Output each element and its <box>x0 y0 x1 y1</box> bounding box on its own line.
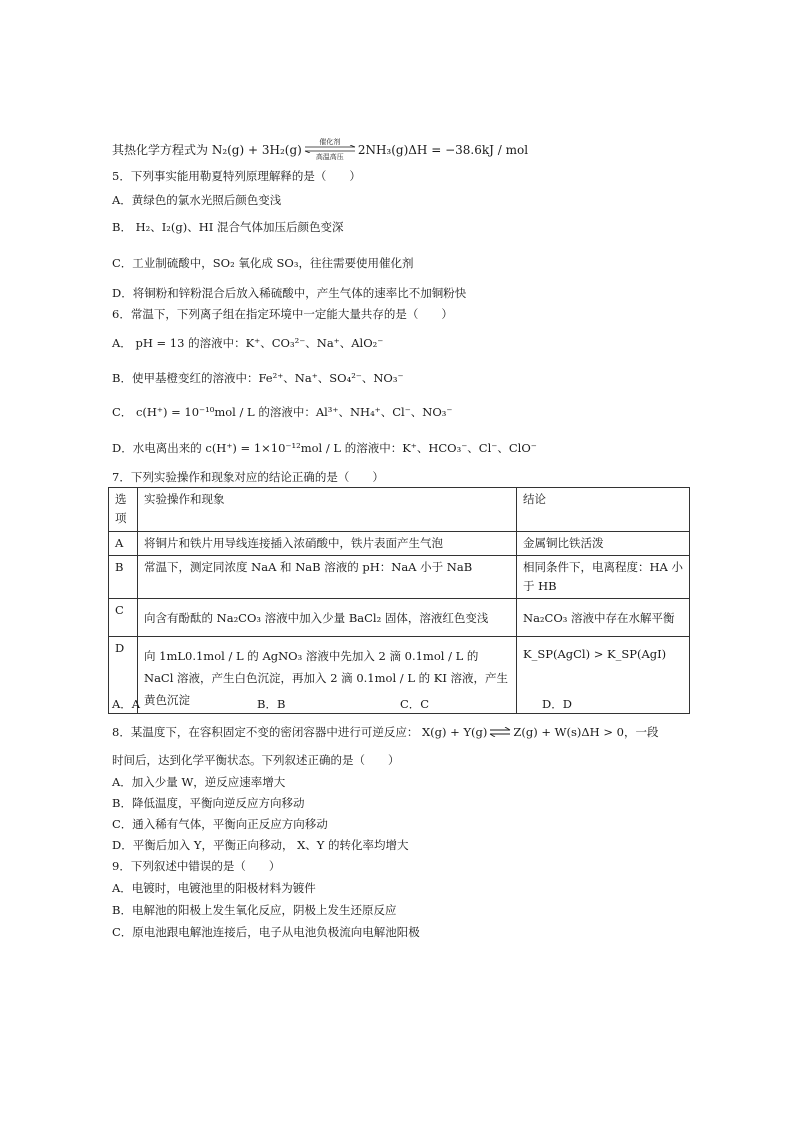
row-option: B <box>109 556 138 599</box>
equation-prefix: 其热化学方程式为 N₂(g) + 3H₂(g) <box>112 143 302 157</box>
row-option: D <box>109 637 138 714</box>
q9-option-b: B．电解池的阳极上发生氧化反应，阴极上发生还原反应 <box>112 903 397 917</box>
q5-option-d: D．将铜粉和锌粉混合后放入稀硫酸中，产生气体的速率比不加铜粉快 <box>112 286 467 300</box>
q7-choice-c: C．C <box>400 697 430 711</box>
equation-suffix: 2NH₃(g)ΔH = −38.6kJ / mol <box>357 143 529 157</box>
q8-stem-part2: Z(g) + W(s)ΔH > 0，一段 <box>513 725 659 739</box>
condition-label: 高温高压 <box>315 153 344 161</box>
row-conclusion: Na₂CO₃ 溶液中存在水解平衡 <box>517 599 690 637</box>
row-conclusion: K_SP(AgCl) > K_SP(AgI) <box>517 637 690 714</box>
q6-option-d: D．水电离出来的 c(H⁺) = 1×10⁻¹²mol / L 的溶液中：K⁺、HCO₃⁻、Cl⁻、ClO⁻ <box>112 441 537 455</box>
q8-stem-part1: 8．某温度下，在容积固定不变的密闭容器中进行可逆反应： X(g) + Y(g) <box>112 725 488 739</box>
row-option: C <box>109 599 138 637</box>
table-row <box>109 599 690 637</box>
table-row <box>109 556 690 599</box>
q6-option-b: B．使甲基橙变红的溶液中：Fe²⁺、Na⁺、SO₄²⁻、NO₃⁻ <box>112 371 404 385</box>
row-operation: 向含有酚酞的 Na₂CO₃ 溶液中加入少量 BaCl₂ 固体，溶液红色变浅 <box>138 599 517 637</box>
q8-option-d: D．平衡后加入 Y，平衡正向移动， X、Y 的转化率均增大 <box>112 838 409 852</box>
row-conclusion: 金属铜比铁活泼 <box>517 532 690 556</box>
q9-option-c: C．原电池跟电解池连接后，电子从电池负极流向电解池阳极 <box>112 925 420 939</box>
header-operation: 实验操作和现象 <box>138 488 517 532</box>
equilibrium-arrow-icon <box>489 727 511 737</box>
q8-option-c: C．通入稀有气体，平衡向正反应方向移动 <box>112 817 328 831</box>
q9-option-a: A．电镀时，电镀池里的阳极材料为镀件 <box>112 881 316 895</box>
experiment-table <box>108 487 690 714</box>
thermo-equation <box>112 138 529 161</box>
q5-option-c: C．工业制硫酸中，SO₂ 氧化成 SO₃，往往需要使用催化剂 <box>112 256 414 270</box>
table-header-row <box>109 488 690 532</box>
header-option: 选项 <box>109 488 138 532</box>
row-option: A <box>109 532 138 556</box>
row-conclusion: 相同条件下，电离程度：HA 小于 HB <box>517 556 690 599</box>
row-operation: 向 1mL0.1mol / L 的 AgNO₃ 溶液中先加入 2 滴 0.1mol / L 的 NaCl 溶液，产生白色沉淀，再加入 2 滴 0.1mol / L 的 KI 溶液，产生黄色沉淀 <box>138 637 517 714</box>
header-conclusion: 结论 <box>517 488 690 532</box>
q7-stem: 7．下列实验操作和现象对应的结论正确的是（ ） <box>112 470 384 484</box>
q6-option-c: C． c(H⁺) = 10⁻¹⁰mol / L 的溶液中：Al³⁺、NH₄⁺、Cl⁻、NO₃⁻ <box>112 405 453 419</box>
q5-option-a: A．黄绿色的氯水光照后颜色变浅 <box>112 193 282 207</box>
q7-choice-d: D．D <box>542 697 572 711</box>
q8-option-a: A．加入少量 W，逆反应速率增大 <box>112 775 286 789</box>
table-row <box>109 637 690 714</box>
catalyst-label: 催化剂 <box>319 138 341 146</box>
row-operation: 常温下，测定同浓度 NaA 和 NaB 溶液的 pH：NaA 小于 NaB <box>138 556 517 599</box>
q8-stem-line1 <box>112 724 658 740</box>
q6-stem: 6．常温下，下列离子组在指定环境中一定能大量共存的是（ ） <box>112 307 453 321</box>
q9-stem: 9．下列叙述中错误的是（ ） <box>112 859 281 873</box>
table-row <box>109 532 690 556</box>
row-operation: 将铜片和铁片用导线连接插入浓硝酸中，铁片表面产生气泡 <box>138 532 517 556</box>
reversible-arrow-icon <box>303 145 357 153</box>
q8-stem-line2: 时间后，达到化学平衡状态。下列叙述正确的是（ ） <box>112 753 400 767</box>
q8-option-b: B．降低温度，平衡向逆反应方向移动 <box>112 796 305 810</box>
q5-option-b: B． H₂、I₂(g)、HI 混合气体加压后颜色变深 <box>112 220 344 234</box>
q7-choice-a: A．A <box>112 697 141 711</box>
reaction-arrow <box>303 138 357 161</box>
q6-option-a: A． pH = 13 的溶液中：K⁺、CO₃²⁻、Na⁺、AlO₂⁻ <box>112 336 384 350</box>
q7-choice-b: B．B <box>257 697 286 711</box>
q5-stem: 5．下列事实能用勒夏特列原理解释的是（ ） <box>112 169 361 183</box>
